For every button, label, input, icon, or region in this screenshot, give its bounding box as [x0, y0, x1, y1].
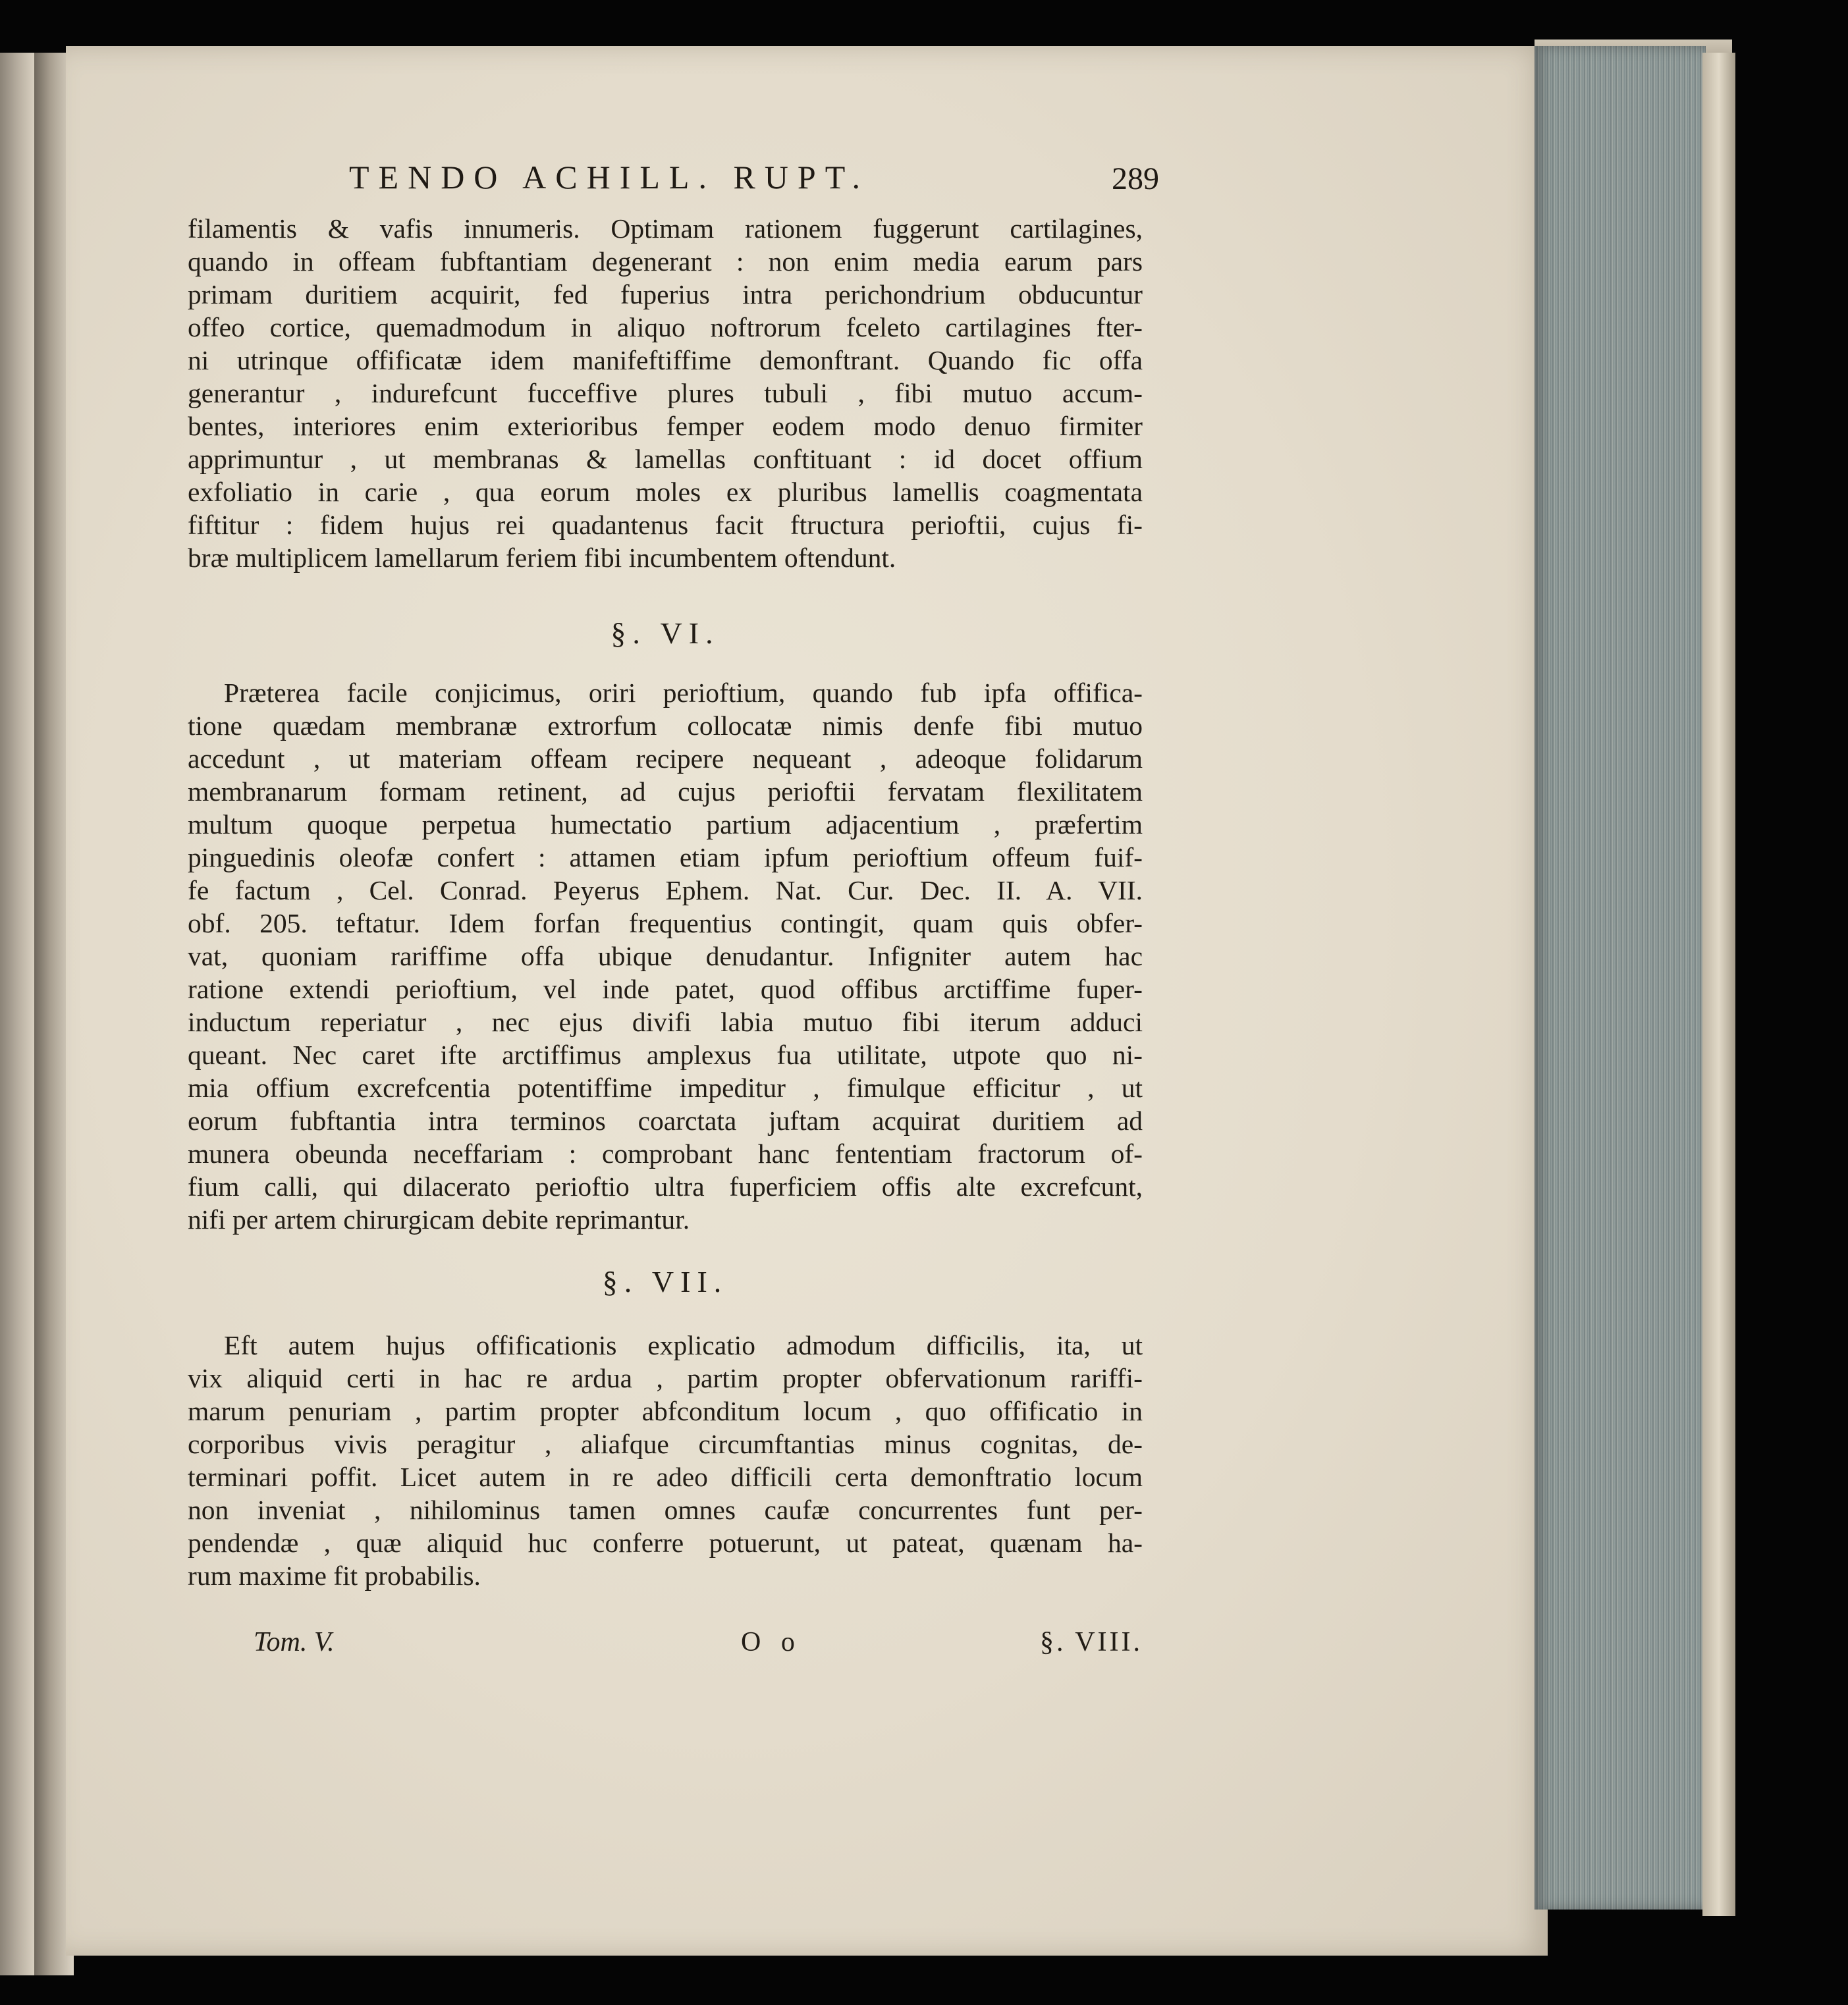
text-line: offeo cortice, quemadmodum in aliquo noftrorum fceleto cartilagines fter- [188, 312, 1143, 342]
text-line: eorum fubftantia intra terminos coarctata juftam acquirat duritiem ad [188, 1106, 1143, 1136]
text-line: accedunt , ut materiam offeam recipere nequeant , adeoque folidarum [188, 743, 1143, 774]
text-line: rum maxime fit probabilis. [188, 1561, 481, 1591]
text-line: membranarum formam retinent, ad cujus perioftii fervatam flexilitatem [188, 776, 1143, 807]
text-line: pinguedinis oleofæ confert : attamen etiam ipfum perioftium offeum fuif- [188, 842, 1143, 872]
paragraph-2 [188, 676, 1143, 1236]
text-line: fe factum , Cel. Conrad. Peyerus Ephem. Nat. Cur. Dec. II. A. VII. [188, 875, 1143, 905]
text-line: terminari poffit. Licet autem in re adeo difficili certa demonftratio locum [188, 1462, 1143, 1492]
paragraph-1 [188, 212, 1143, 574]
text-line: bræ multiplicem lamellarum feriem fibi incumbentem oftendunt. [188, 543, 896, 573]
text-line: tione quædam membranæ extrorfum collocatæ nimis denfe fibi mutuo [188, 710, 1143, 741]
text-line: queant. Nec caret ifte arctiffimus amplexus fua utilitate, utpote quo ni- [188, 1040, 1143, 1070]
text-line: exfoliatio in carie , qua eorum moles ex pluribus lamellis coagmentata [188, 477, 1143, 507]
left-page-edge [0, 53, 34, 1975]
paragraph-3 [188, 1329, 1143, 1592]
text-line: ratione extendi perioftium, vel inde patet, quod offibus arctiffime fuper- [188, 974, 1143, 1004]
text-line: obf. 205. teftatur. Idem forfan frequentius contingit, quam quis obfer- [188, 908, 1143, 938]
text-line: inductum reperiatur , nec ejus divifi labia mutuo fibi iterum adduci [188, 1007, 1143, 1037]
text-line: bentes, interiores enim exterioribus femper eodem modo denuo firmiter [188, 411, 1143, 441]
text-line: ni utrinque offificatæ idem manifeftiffime demonftrant. Quando fic offa [188, 345, 1143, 375]
text-line: filamentis & vafis innumeris. Optimam rationem fuggerunt cartilagines, [188, 213, 1143, 244]
text-line: munera obeunda neceffariam : comprobant hanc fententiam fractorum of- [188, 1138, 1143, 1169]
text-line: corporibus vivis peragitur , aliafque circumftantias minus cognitas, de- [188, 1429, 1143, 1459]
running-title: TENDO ACHILL. RUPT. [349, 159, 870, 196]
text-line: nifi per artem chirurgicam debite reprimantur. [188, 1204, 690, 1235]
text-line: fium calli, qui dilacerato perioftio ultra fuperficiem offis alte excrefcunt, [188, 1171, 1143, 1202]
text-line: apprimuntur , ut membranas & lamellas conftituant : id docet offium [188, 444, 1143, 474]
volume-mark: Tom. V. [254, 1627, 335, 1657]
text-line: Eft autem hujus offificationis explicatio admodum difficilis, ita, ut [224, 1330, 1143, 1360]
text-line: vat, quoniam rariffime offa ubique denudantur. Infigniter autem hac [188, 941, 1143, 971]
page-number: 289 [1112, 161, 1159, 196]
cover-edge [1702, 53, 1735, 1916]
text-line: primam duritiem acquirit, fed fuperius intra perichondrium obducuntur [188, 279, 1143, 309]
section-heading-vi: §. VI. [611, 616, 720, 650]
text-line: fiftitur : fidem hujus rei quadantenus facit ftructura perioftii, cujus fi- [188, 510, 1143, 540]
text-line: pendendæ , quæ aliquid huc conferre potuerunt, ut pateat, quænam ha- [188, 1528, 1143, 1558]
text-line: quando in offeam fubftantiam degenerant : non enim media earum pars [188, 246, 1143, 277]
catchword: §. VIII. [1039, 1627, 1143, 1657]
book-fore-edge [1535, 46, 1706, 1910]
page-footer [254, 1626, 1143, 1666]
text-line: Præterea facile conjicimus, oriri perioftium, quando fub ipfa offifica- [224, 678, 1143, 708]
text-line: generantur , indurefcunt fucceffive plures tubuli , fibi mutuo accum- [188, 378, 1143, 408]
text-line: multum quoque perpetua humectatio partium adjacentium , præfertim [188, 809, 1143, 840]
text-line: mia offium excrefcentia potentiffime impeditur , fimulque efficitur , ut [188, 1073, 1143, 1103]
running-head [349, 158, 1159, 211]
text-line: marum penuriam , partim propter abfconditum locum , quo offificatio in [188, 1396, 1143, 1426]
text-line: vix aliquid certi in hac re ardua , partim propter obfervationum rariffi- [188, 1363, 1143, 1393]
section-heading-vii: §. VII. [602, 1265, 728, 1298]
text-line: non inveniat , nihilominus tamen omnes caufæ concurrentes funt per- [188, 1495, 1143, 1525]
signature-mark: O o [741, 1627, 802, 1657]
